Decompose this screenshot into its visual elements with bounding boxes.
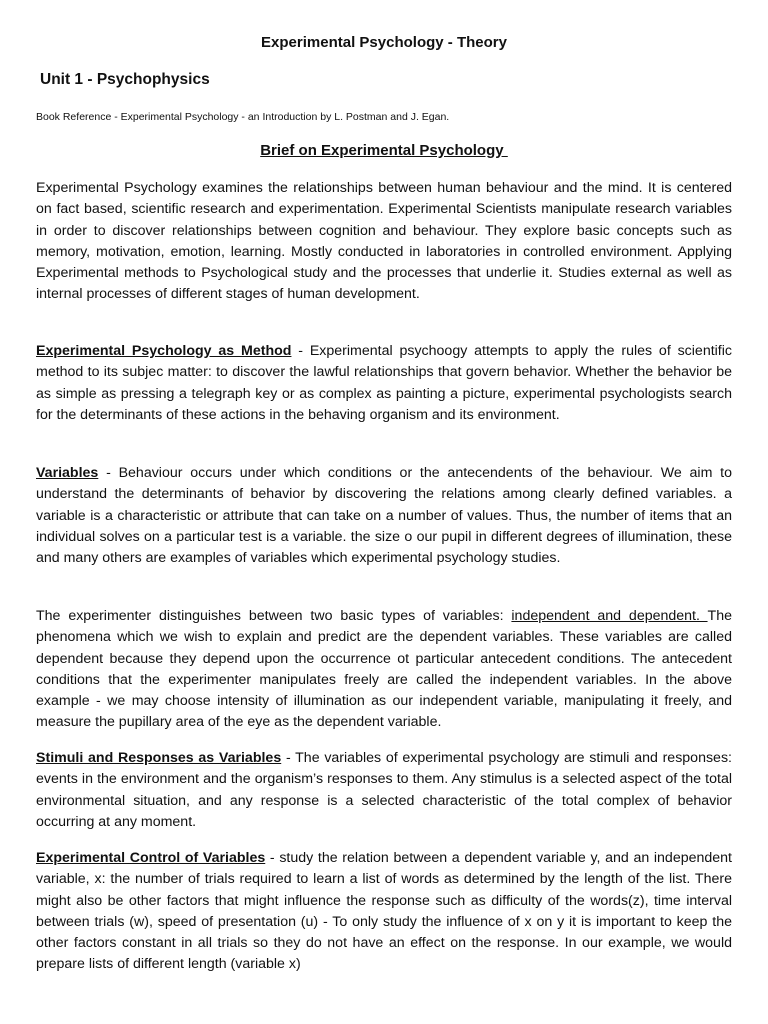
- unit-heading: Unit 1 - Psychophysics: [40, 71, 210, 88]
- paragraph-types: [36, 606, 732, 734]
- paragraph-types-underlined: independent and dependent.: [511, 608, 708, 624]
- paragraph-method: [36, 341, 732, 426]
- paragraph-types-before: The experimenter distinguishes between two basic types of variables:: [36, 608, 512, 624]
- paragraph-stimuli: [36, 748, 732, 833]
- paragraph-stimuli-lead: Stimuli and Responses as Variables: [36, 750, 282, 766]
- book-reference: Book Reference - Experimental Psychology - an Introduction by L. Postman and J. Egan.: [36, 111, 450, 123]
- paragraph-variables-lead: Variables: [36, 465, 99, 481]
- paragraph-variables: [36, 463, 732, 569]
- paragraph-method-text: - Experimental psychoogy attempts to apply the rules of scientific method to its subjec matter: to discover the lawful relationships that govern behavior. Whether the behavior be as simple as pressing a telegraph key or as complex as painting a picture, experimental psychologists search for the determinants of these actions in the behaving organism and its environment.: [36, 343, 732, 423]
- paragraph-stimuli-text: - The variables of experimental psychology are stimuli and responses: events in the environment and the organism’s responses to them. Any stimulus is a selected aspect of the total environmental situation, and any response is a selected characteristic of the total complex of behavior occurring at any moment.: [36, 750, 732, 830]
- paragraph-types-after: The phenomena which we wish to explain and predict are the dependent variables. These variables are called dependent because they depend upon the occurrence ot particular antecedent conditions. The antecedent conditions that the experimenter manipulates freely are called the independent variables. In the above example - we may choose intensity of illumination as our independent variable, manipulating it freely, and measure the pupillary area of the eye as the dependent variable.: [36, 608, 732, 731]
- document-title: Experimental Psychology - Theory: [261, 34, 507, 51]
- paragraph-control-lead: Experimental Control of Variables: [36, 850, 266, 866]
- section-heading-text: Brief on Experimental Psychology: [260, 142, 508, 159]
- paragraph-control: [36, 848, 732, 976]
- section-heading: [36, 141, 732, 161]
- paragraph-intro: [36, 178, 732, 306]
- paragraph-intro-text: Experimental Psychology examines the relationships between human behaviour and the mind. It is centered on fact based, scientific research and experimentation. Experimental Scientists manipulate research variables in order to discover relationships between cognition and behaviour. They explore basic concepts such as memory, motivation, emotion, learning. Mostly conducted in laboratories in controlled environment. Applying Experimental methods to Psychological study and the processes that underlie it. Studies external as well as internal processes of different stages of human development.: [36, 180, 732, 303]
- paragraph-control-text: - study the relation between a dependent variable y, and an independent variable, x: the number of trials required to learn a list of words as determined by the length of the list. There might also be other factors that might influence the response such as difficulty of the words(z), time interval between trials (w), speed of presentation (u) - To only study the influence of x on y it is important to keep the other factors constant in all trials so they do not have an effect on the response. In our example, we would prepare lists of different length (variable x): [36, 850, 732, 973]
- paragraph-variables-text: - Behaviour occurs under which conditions or the antecendents of the behaviour. We aim to understand the determinants of behavior by discovering the relations among clearly defined variables. a variable is a characteristic or attribute that can take on a number of values. Thus, the number of items that an individual solves on a particular test is a variable. the size o our pupil in different degrees of illumination, these and many others are examples of variables which experimental psychology studies.: [36, 465, 732, 567]
- paragraph-method-lead: Experimental Psychology as Method: [36, 343, 292, 359]
